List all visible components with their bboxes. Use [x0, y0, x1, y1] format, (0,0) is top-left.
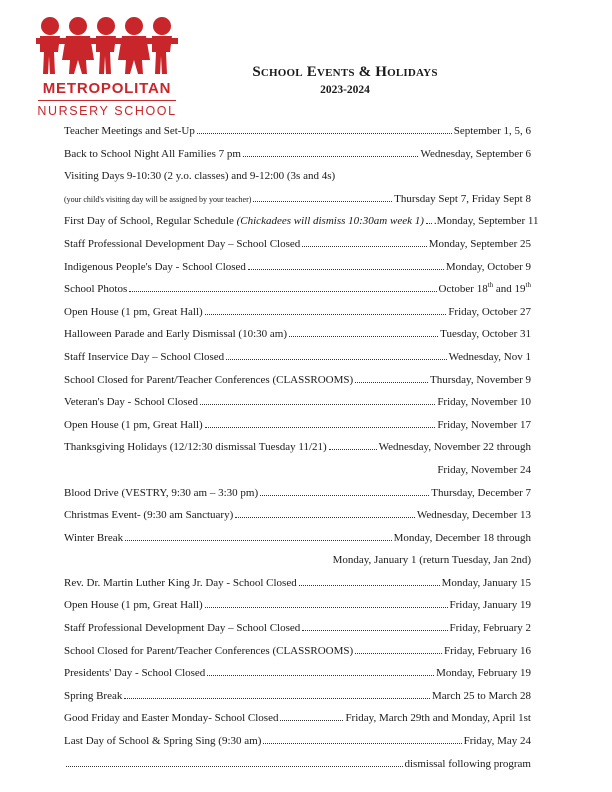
event-date: September 1, 5, 6: [453, 125, 531, 137]
school-year: 2023-2024: [320, 84, 370, 96]
event-name: First Day of School, Regular Schedule (Chickadees will dismiss 10:30am week 1): [64, 215, 424, 228]
event-note: (Chickadees will dismiss 10:30am week 1): [236, 215, 424, 228]
logo-school-name: METROPOLITAN: [42, 80, 172, 97]
event-row: [64, 374, 531, 397]
event-name: Spring Break: [64, 689, 123, 702]
event-row: [64, 532, 531, 555]
dot-leader: [280, 720, 343, 721]
event-row: [64, 712, 531, 735]
event-date: Monday, October 9: [445, 260, 531, 273]
dot-leader: [299, 585, 440, 586]
event-name: Good Friday and Easter Monday- School Closed: [64, 712, 279, 725]
event-row: [64, 215, 539, 238]
event-date: Monday, January 1 (return Tuesday, Jan 2nd): [332, 554, 531, 567]
event-row: [64, 283, 531, 306]
dot-leader: [226, 359, 446, 360]
dot-leader: [302, 630, 447, 631]
dot-leader: [66, 766, 403, 767]
dot-leader: [289, 336, 438, 337]
dot-leader: [243, 156, 419, 157]
event-row: [64, 328, 531, 351]
event-name: Back to School Night All Families 7 pm: [64, 147, 241, 160]
event-row: [64, 419, 531, 442]
event-row: [64, 306, 531, 329]
event-row: [64, 577, 531, 600]
dot-leader: [205, 607, 448, 608]
event-date: Monday, September 25: [428, 237, 531, 250]
event-name: Halloween Parade and Early Dismissal (10:30 am): [64, 328, 287, 341]
event-name: Christmas Event- (9:30 am Sanctuary): [64, 509, 234, 522]
event-date: Friday, November 24: [437, 463, 531, 476]
dot-leader: [235, 517, 415, 518]
event-date: Monday, December 18 through: [393, 531, 531, 544]
event-date: Thursday Sept 7, Friday Sept 8: [394, 192, 531, 205]
event-name: Veteran's Day - School Closed: [64, 396, 198, 409]
event-date: Friday, January 19: [449, 599, 531, 612]
event-name: School Closed for Parent/Teacher Conferences (CLASSROOMS): [64, 373, 354, 386]
logo-subtitle: NURSERY SCHOOL: [37, 104, 177, 118]
event-row: [64, 622, 531, 645]
event-row: [64, 599, 531, 622]
event-name: Open House (1 pm, Great Hall): [64, 418, 203, 431]
dot-leader: [197, 133, 452, 134]
event-name: Open House (1 pm, Great Hall): [64, 599, 203, 612]
event-date: Monday, February 19: [436, 667, 531, 680]
event-row: [64, 261, 531, 284]
event-name: Last Day of School & Spring Sing (9:30 am): [64, 735, 262, 748]
event-date: Tuesday, October 31: [440, 328, 531, 341]
event-date: Thursday, December 7: [431, 486, 531, 499]
event-date: .Monday, September 11: [433, 215, 539, 228]
dot-leader: [253, 201, 392, 202]
paper-dolls-icon: [36, 14, 178, 76]
event-name: Winter Break: [64, 531, 124, 544]
event-row: [64, 690, 531, 713]
event-date: Wednesday, November 22 through: [378, 441, 531, 454]
event-row: [64, 645, 531, 668]
event-name: Thanksgiving Holidays (12/12:30 dismissal Tuesday 11/21): [64, 441, 327, 454]
event-name: Visiting Days 9-10:30 (2 y.o. classes) and 9-12:00 (3s and 4s): [64, 170, 336, 183]
event-row: [64, 170, 531, 193]
event-name: Rev. Dr. Martin Luther King Jr. Day - School Closed: [64, 576, 297, 589]
event-row: [64, 396, 531, 419]
event-date: Wednesday, Nov 1: [448, 350, 531, 363]
event-date: Friday, October 27: [448, 305, 531, 318]
event-row: [64, 667, 531, 690]
event-row: [64, 148, 531, 171]
dot-leader: [205, 314, 447, 315]
event-row: [64, 464, 531, 487]
event-date: March 25 to March 28: [432, 689, 531, 702]
event-row: [64, 487, 531, 510]
dot-leader: [129, 291, 436, 292]
dot-leader: [260, 495, 429, 496]
event-row: [64, 735, 531, 758]
dot-leader: [263, 743, 461, 744]
event-name: School Photos: [64, 283, 128, 296]
dot-leader: [355, 653, 442, 654]
event-date: Friday, February 16: [444, 644, 531, 657]
event-row: [64, 441, 531, 464]
event-name: (your child's visiting day will be assigned by your teacher): [64, 194, 252, 204]
event-name: Staff Inservice Day – School Closed: [64, 350, 225, 363]
dot-leader: [205, 427, 436, 428]
dot-leader: [207, 675, 434, 676]
event-row: [64, 758, 531, 781]
page-title: School Events & Holidays: [252, 64, 438, 80]
event-name: Open House (1 pm, Great Hall): [64, 305, 203, 318]
event-name: Blood Drive (VESTRY, 9:30 am – 3:30 pm): [64, 486, 259, 499]
dot-leader: [355, 382, 428, 383]
event-date: Friday, May 24: [463, 735, 531, 748]
event-name: Staff Professional Development Day – School Closed: [64, 622, 301, 635]
event-row: [64, 351, 531, 374]
event-date: Friday, March 29th and Monday, April 1st: [345, 712, 531, 725]
event-date: October 18th and 19th: [438, 281, 531, 296]
event-row: [64, 554, 531, 577]
dot-leader: [248, 269, 444, 270]
dot-leader: [125, 540, 392, 541]
event-date: Wednesday, December 13: [416, 509, 531, 522]
dot-leader: [124, 698, 430, 699]
event-date: Friday, February 2: [449, 622, 531, 635]
event-name: Indigenous People's Day - School Closed: [64, 260, 246, 273]
event-date: dismissal following program: [404, 757, 531, 770]
event-date: Wednesday, September 6: [420, 147, 531, 160]
dot-leader: [302, 246, 426, 247]
event-date: Monday, January 15: [441, 576, 531, 589]
event-date: Friday, November 17: [437, 418, 531, 431]
event-name: Presidents' Day - School Closed: [64, 667, 206, 680]
events-list: [64, 125, 539, 780]
dot-leader: [329, 449, 377, 450]
dot-leader: [426, 223, 432, 224]
dot-leader: [200, 404, 435, 405]
logo-divider: [38, 100, 176, 101]
event-date: Thursday, November 9: [429, 373, 531, 386]
event-row: [64, 238, 531, 261]
school-logo: [36, 14, 178, 118]
event-date: Friday, November 10: [437, 396, 531, 409]
event-name: Teacher Meetings and Set-Up: [64, 125, 195, 137]
event-row: [64, 125, 531, 148]
event-row: [64, 193, 531, 216]
event-row: [64, 509, 531, 532]
event-name: School Closed for Parent/Teacher Conferences (CLASSROOMS): [64, 644, 354, 657]
event-name: Staff Professional Development Day – School Closed: [64, 237, 301, 250]
